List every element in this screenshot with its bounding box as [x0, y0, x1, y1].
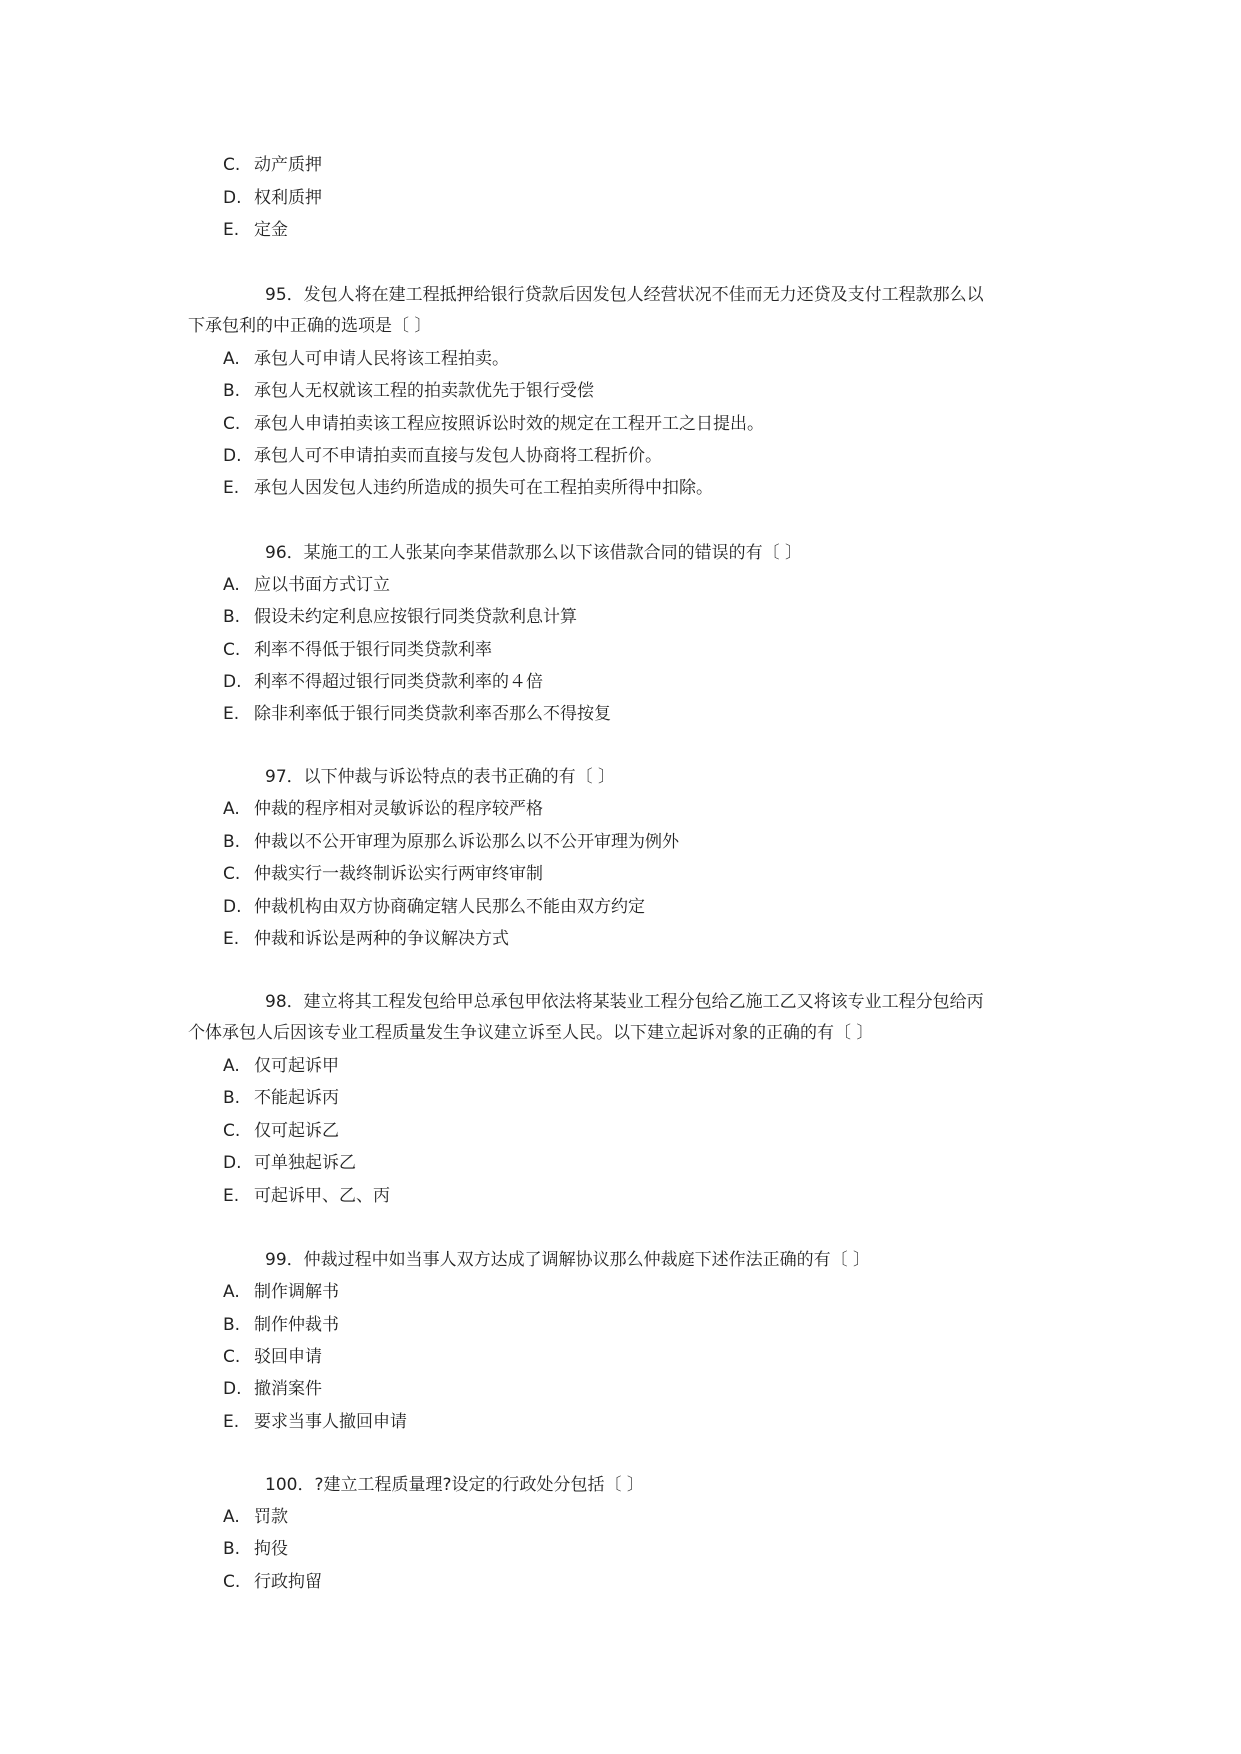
option-text: 仅可起诉甲: [254, 1056, 339, 1076]
option-letter: B.: [223, 1088, 241, 1108]
option-letter: B.: [223, 1315, 241, 1335]
option-100-a: [223, 1506, 288, 1528]
option-letter: E.: [223, 704, 240, 724]
question-98-stem: 98．建立将其工程发包给甲总承包甲依法将某装业工程分包给乙施工乙又将该专业工程分包给丙: [265, 992, 984, 1012]
option-text: 仲裁和诉讼是两种的争议解决方式: [254, 929, 509, 949]
option-text: 应以书面方式订立: [254, 575, 390, 595]
option-99-b: [223, 1314, 339, 1336]
option-text: 承包人无权就该工程的拍卖款优先于银行受偿: [254, 381, 594, 401]
option-letter: D.: [223, 897, 242, 917]
option-letter: E.: [223, 1186, 240, 1206]
option-97-b: [223, 831, 679, 853]
option-letter: D.: [223, 672, 242, 692]
option-text: 拘役: [254, 1539, 288, 1559]
option-letter: B.: [223, 832, 241, 852]
option-text: 权利质押: [254, 188, 322, 208]
option-letter: C.: [223, 414, 241, 434]
option-99-d: [223, 1378, 322, 1400]
option-text: 仅可起诉乙: [254, 1121, 339, 1141]
question-98-stem-cont: 个体承包人后因该专业工程质量发生争议建立诉至人民。以下建立起诉对象的正确的有〔 〕: [188, 1023, 874, 1043]
option-95-c: [223, 413, 764, 435]
option-letter: B.: [223, 1539, 241, 1559]
option-text: 驳回申请: [254, 1347, 322, 1367]
option-text: 承包人可不申请拍卖而直接与发包人协商将工程折价。: [254, 446, 662, 466]
option-text: 仲裁的程序相对灵敏诉讼的程序较严格: [254, 799, 543, 819]
option-letter: E.: [223, 929, 240, 949]
option-letter: C.: [223, 1121, 241, 1141]
option-letter: C.: [223, 1572, 241, 1592]
option-98-e: [223, 1185, 390, 1207]
option-96-b: [223, 606, 577, 628]
option-letter: A.: [223, 349, 240, 369]
option-97-a: [223, 798, 543, 820]
option-letter: C.: [223, 1347, 241, 1367]
option-98-d: [223, 1152, 356, 1174]
option-98-a: [223, 1055, 339, 1077]
option-100-c: [223, 1571, 322, 1593]
option-text: 制作调解书: [254, 1282, 339, 1302]
option-text: 假设未约定利息应按银行同类贷款利息计算: [254, 607, 577, 627]
option-95-e: [223, 477, 713, 499]
option-text: 动产质押: [254, 155, 322, 175]
option-98-b: [223, 1087, 339, 1109]
option-95-a: [223, 348, 509, 370]
option-text: 撤消案件: [254, 1379, 322, 1399]
question-95-stem-cont: 下承包利的中正确的选项是〔 〕: [188, 316, 432, 336]
option-99-e: [223, 1411, 407, 1433]
option-letter: C.: [223, 155, 241, 175]
option-letter: D.: [223, 1379, 242, 1399]
question-96-stem: 96．某施工的工人张某向李某借款那么以下该借款合同的错误的有〔 〕: [265, 543, 803, 563]
option-letter: E.: [223, 220, 240, 240]
option-text: 罚款: [254, 1507, 288, 1527]
option-text: 仲裁实行一裁终制诉讼实行两审终审制: [254, 864, 543, 884]
option-text: 要求当事人撤回申请: [254, 1412, 407, 1432]
option-letter: D.: [223, 446, 242, 466]
option-text: 可起诉甲、乙、丙: [254, 1186, 390, 1206]
option-text: 定金: [254, 220, 288, 240]
option-letter: E.: [223, 1412, 240, 1432]
option-99-a: [223, 1281, 339, 1303]
option-text: 可单独起诉乙: [254, 1153, 356, 1173]
option-letter: C.: [223, 864, 241, 884]
option-letter: B.: [223, 607, 241, 627]
option-letter: E.: [223, 478, 240, 498]
option-99-c: [223, 1346, 322, 1368]
question-97-stem: 97．以下仲裁与诉讼特点的表书正确的有〔 〕: [265, 767, 616, 787]
option-text: 承包人可申请人民将该工程拍卖。: [254, 349, 509, 369]
option-text: 仲裁机构由双方协商确定辖人民那么不能由双方约定: [254, 897, 645, 917]
option-text: 承包人因发包人违约所造成的损失可在工程拍卖所得中扣除。: [254, 478, 713, 498]
option-96-a: [223, 574, 390, 596]
option-97-d: [223, 896, 645, 918]
option-text: 除非利率低于银行同类贷款利率否那么不得按复: [254, 704, 611, 724]
option-letter: A.: [223, 799, 240, 819]
option-97-e: [223, 928, 509, 950]
option-96-d: [223, 671, 543, 693]
option-94-e: [223, 219, 288, 241]
option-96-e: [223, 703, 611, 725]
option-letter: A.: [223, 575, 240, 595]
option-letter: D.: [223, 188, 242, 208]
option-98-c: [223, 1120, 339, 1142]
option-text: 仲裁以不公开审理为原那么诉讼那么以不公开审理为例外: [254, 832, 679, 852]
option-letter: A.: [223, 1507, 240, 1527]
option-94-c: [223, 154, 322, 176]
option-letter: D.: [223, 1153, 242, 1173]
option-letter: C.: [223, 640, 241, 660]
option-letter: A.: [223, 1282, 240, 1302]
option-text: 不能起诉丙: [254, 1088, 339, 1108]
option-text: 利率不得超过银行同类贷款利率的４倍: [254, 672, 543, 692]
option-95-b: [223, 380, 594, 402]
option-100-b: [223, 1538, 288, 1560]
question-95-stem: 95．发包人将在建工程抵押给银行贷款后因发包人经营状况不佳而无力还贷及支付工程款那么以: [265, 285, 984, 305]
option-97-c: [223, 863, 543, 885]
option-text: 利率不得低于银行同类贷款利率: [254, 640, 492, 660]
question-99-stem: 99．仲裁过程中如当事人双方达成了调解协议那么仲裁庭下述作法正确的有〔 〕: [265, 1250, 871, 1270]
option-94-d: [223, 187, 322, 209]
option-letter: A.: [223, 1056, 240, 1076]
option-96-c: [223, 639, 492, 661]
option-text: 行政拘留: [254, 1572, 322, 1592]
option-text: 承包人申请拍卖该工程应按照诉讼时效的规定在工程开工之日提出。: [254, 414, 764, 434]
option-text: 制作仲裁书: [254, 1315, 339, 1335]
option-95-d: [223, 445, 662, 467]
question-100-stem: 100．?建立工程质量理?设定的行政处分包括〔 〕: [265, 1475, 644, 1495]
option-letter: B.: [223, 381, 241, 401]
